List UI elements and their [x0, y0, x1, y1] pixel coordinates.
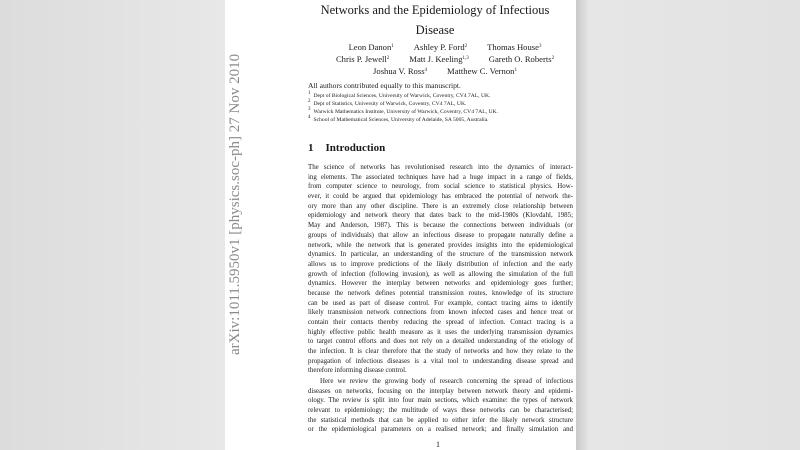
affiliations	[308, 92, 498, 124]
author	[409, 53, 468, 65]
text-line: epidemiology and network theory that dates back to the mid-1980s (Klovdahl, 1985;	[308, 212, 573, 220]
text-line: dynamics. However the interplay between networks and epidemiology goes further;	[308, 280, 573, 288]
text-line: highly effective public health measure as it uses the underlying transmission dynamics	[308, 328, 573, 336]
text-line: relevant to epidemiology; the multitude of ways these networks can be characterised;	[308, 407, 573, 415]
affiliation	[308, 116, 498, 124]
section-number: 1	[308, 142, 314, 154]
affiliation	[308, 108, 498, 116]
paper-title	[280, 0, 590, 40]
affiliation-text: Dept of Biological Sciences, University of Warwick, Coventry, CV4 7AL, UK.	[313, 93, 491, 99]
author	[373, 65, 427, 77]
section-title: Introduction	[325, 142, 386, 154]
author	[447, 65, 517, 77]
author-affiliation-mark: 4	[424, 68, 428, 73]
paragraph-1	[308, 163, 573, 376]
affiliation-text: Warwick Mathematics Institute, University of Warwick, Coventry, CV4 7AL, UK.	[313, 109, 498, 115]
author-affiliation-mark: 3	[538, 44, 542, 49]
affiliation	[308, 92, 498, 100]
author-name: Thomas House	[487, 42, 539, 52]
text-line: the statistical methods that can be applied to either infer the likely network structure	[308, 416, 573, 424]
text-line: ology. The review is split into four main sections, which examine: the types of network	[308, 397, 573, 405]
text-line: groups of individuals) that allow an infectious disease to propagate naturally define a	[308, 231, 573, 239]
author-row	[300, 53, 590, 65]
affiliation-text: Dept of Statistics, University of Warwick, Coventry, CV4 7AL, UK.	[313, 101, 467, 107]
author-name: Matt J. Keeling	[409, 54, 463, 64]
text-line: the infection. It is clear therefore that the study of networks and how they relate to the	[308, 348, 573, 356]
text-line: ory more than any other discipline. There is an extremely close relationship between	[308, 202, 573, 210]
text-line: allows us to improve predictions of the likely distribution of infection and the early	[308, 260, 573, 268]
author-row	[300, 65, 590, 77]
author-name: Joshua V. Ross	[373, 66, 425, 76]
arxiv-stamp: arXiv:1011.5950v1 [physics.soc-ph] 27 Nov 2010	[227, 53, 243, 355]
author	[349, 41, 394, 53]
affiliation-mark: 2	[308, 99, 311, 104]
section-heading	[308, 141, 385, 155]
affiliation	[308, 100, 498, 108]
author	[336, 53, 389, 65]
text-line: Here we review the growing body of research concerning the spread of infectious	[320, 378, 573, 385]
author-affiliation-mark: 1	[514, 68, 517, 73]
page-number: 1	[436, 440, 440, 449]
text-line: or the epidemiological parameters on a realised network; and finally simulation and	[308, 426, 573, 434]
affiliation-text: School of Mathematical Sciences, University of Adelaide, SA 5005, Australia.	[313, 117, 489, 123]
author-affiliation-mark: 1	[391, 44, 394, 49]
text-line: can be used as part of disease control. For example, contact tracing aims to identify	[308, 299, 573, 307]
affiliation-mark: 1	[308, 91, 311, 96]
author-affiliation-mark: 2	[551, 56, 555, 61]
text-line: ever, it could be argued that epidemiology has embraced the potential of network the-	[308, 193, 573, 201]
text-line: dynamics. In particular, an understanding of the structure of the transmission network	[308, 251, 573, 259]
affiliation-mark: 3	[308, 107, 311, 112]
text-line: ing elements. The associated techniques have had a huge impact in a range of fields,	[308, 173, 573, 181]
text-line: from computer science to neurology, from social science to statistical physics. How-	[308, 183, 573, 191]
text-line: The science of networks has revolutionised research into the dynamics of interact-	[308, 164, 573, 171]
paragraph-2	[308, 377, 573, 435]
text-line: growth of infection (following invasion), as well as allowing the simulation of the full	[308, 270, 573, 278]
text-line: because the network defines potential transmission routes, knowledge of its structure	[308, 289, 573, 297]
text-line: to target control efforts and does not rely on a detailed understanding of the etiology of	[308, 338, 573, 346]
text-line: network, while the network that is generated provides insights into the epidemiological	[308, 241, 573, 249]
author-name: Gareth O. Roberts	[488, 54, 552, 64]
text-line: propagation of infectious diseases is a vital tool to understanding disease spread and	[308, 357, 573, 365]
contribution-note: All authors contributed equally to this manuscript.	[308, 81, 461, 90]
viewer-background-right	[576, 0, 800, 450]
author-row	[300, 41, 590, 53]
author-name: Matthew C. Vernon	[447, 66, 515, 76]
text-line: therefore informing disease control.	[308, 367, 407, 375]
author	[414, 41, 467, 53]
text-line: contain their contacts thereby reducing the spread of infection. Contact tracing is a	[308, 319, 573, 326]
author-affiliation-mark: 1,3	[462, 56, 469, 61]
author-affiliation-mark: 2	[386, 56, 390, 61]
title-line: Networks and the Epidemiology of Infectious	[320, 3, 550, 17]
author	[489, 53, 554, 65]
text-line: likely transmission network connections from known infected cases and hence treat or	[308, 309, 573, 317]
author-affiliation-mark: 2	[464, 44, 468, 49]
author-name: Ashley P. Ford	[413, 42, 465, 52]
affiliation-mark: 4	[308, 115, 311, 120]
author	[487, 41, 541, 53]
title-line: Disease	[415, 23, 455, 37]
author-name: Leon Danon	[348, 42, 392, 52]
text-line: diseases on networks, focusing on the interplay between network theory and epidemi-	[308, 387, 573, 395]
text-line: May and Anderson, 1987). This is because the connections between individuals (or	[308, 222, 573, 230]
author-name: Chris P. Jewell	[335, 54, 387, 64]
author-list	[300, 41, 590, 77]
viewer-background-left	[0, 0, 225, 450]
